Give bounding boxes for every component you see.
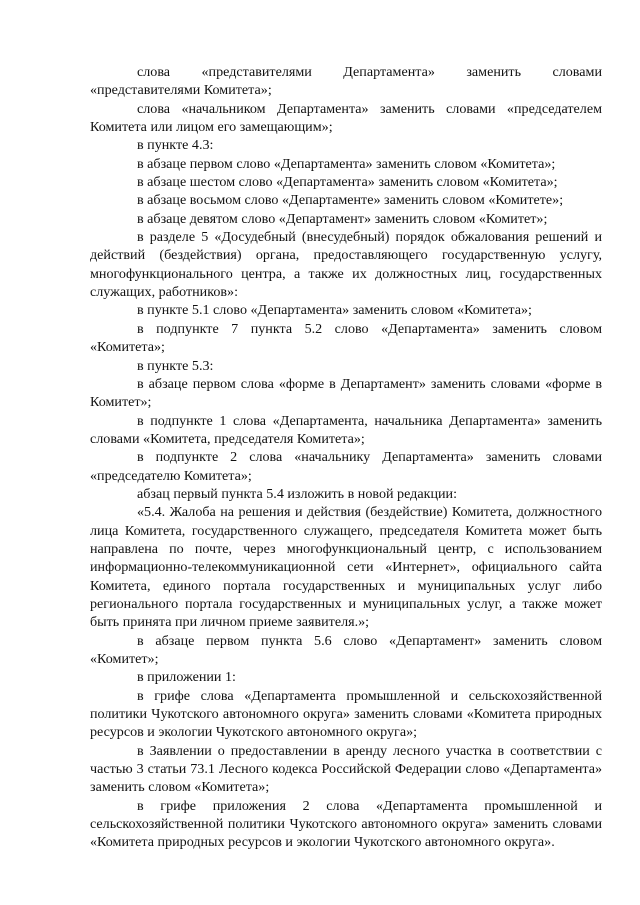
paragraph-21: в грифе приложения 2 слова «Департамента промышленной и сельскохозяйственной политики Чукотского автономного округа» заменить словами «Комитета природных ресурсов и экологии Чукотского автономного округа». <box>90 797 602 851</box>
paragraph-19: в грифе слова «Департамента промышленной и сельскохозяйственной политики Чукотского автономного округа» заменить словами «Комитета природных ресурсов и экологии Чукотского автономного округа»; <box>90 687 602 741</box>
paragraph-7: в абзаце девятом слово «Департамент» заменить словом «Комитет»; <box>137 210 548 227</box>
paragraph-4: в абзаце первом слово «Департамента» заменить словом «Комитета»; <box>137 155 556 172</box>
paragraph-9: в пункте 5.1 слово «Департамента» заменить словом «Комитета»; <box>137 302 532 319</box>
paragraph-2: слова «начальником Департамента» заменить словами «председателем Комитета или лицом его замещающим»; <box>90 100 602 136</box>
paragraph-12: в абзаце первом слова «форме в Департамент» заменить словами «форме в Комитет»; <box>90 375 602 411</box>
paragraph-17: в абзаце первом пункта 5.6 слово «Департамент» заменить словом «Комитет»; <box>90 632 602 667</box>
paragraph-11: в пункте 5.3: <box>137 357 214 374</box>
paragraph-20: в Заявлении о предоставлении в аренду лесного участка в соответствии с частью 3 статьи 73.1 Лесного кодекса Российской Федерации слово «Департамента» заменить словом «Комитета»; <box>90 742 602 796</box>
paragraph-13: в подпункте 1 слова «Департамента, начальника Департамента» заменить словами «Комитета, председателя Комитета»; <box>90 412 602 447</box>
paragraph-3: в пункте 4.3: <box>137 137 214 154</box>
paragraph-18: в приложении 1: <box>137 669 236 686</box>
paragraph-6: в абзаце восьмом слово «Департаменте» заменить словом «Комитете»; <box>137 192 564 209</box>
paragraph-10: в подпункте 7 пункта 5.2 слово «Департамента» заменить словом «Комитета»; <box>90 320 602 356</box>
paragraph-16: «5.4. Жалоба на решения и действия (бездействие) Комитета, должностного лица Комитета, государственного служащего, председателя Комитета может быть направлена по почте, через многофункциональный центр, с использованием информационно-телекоммуникационной сети «Интернет», официального сайта Комитета, единого портала государственных и муниципальных услуг либо регионального портала государственных и муниципальных услуг, а также может быть принята при личном приеме заявителя.»; <box>90 504 602 631</box>
paragraph-1: слова «представителями Департамента» заменить словами «представителями Комитета»; <box>90 64 602 99</box>
document-body <box>90 63 602 852</box>
paragraph-8: в разделе 5 «Досудебный (внесудебный) порядок обжалования решений и действий (бездействия) органа, предоставляющего государственную услугу, многофункционального центра, а также их должностных лиц, государственных служащих, работников»: <box>90 229 602 301</box>
paragraph-14: в подпункте 2 слова «начальнику Департамента» заменить словами «председателю Комитета»; <box>90 449 602 484</box>
paragraph-15: абзац первый пункта 5.4 изложить в новой редакции: <box>137 485 457 502</box>
paragraph-5: в абзаце шестом слово «Департамента» заменить словом «Комитета»; <box>137 174 558 191</box>
